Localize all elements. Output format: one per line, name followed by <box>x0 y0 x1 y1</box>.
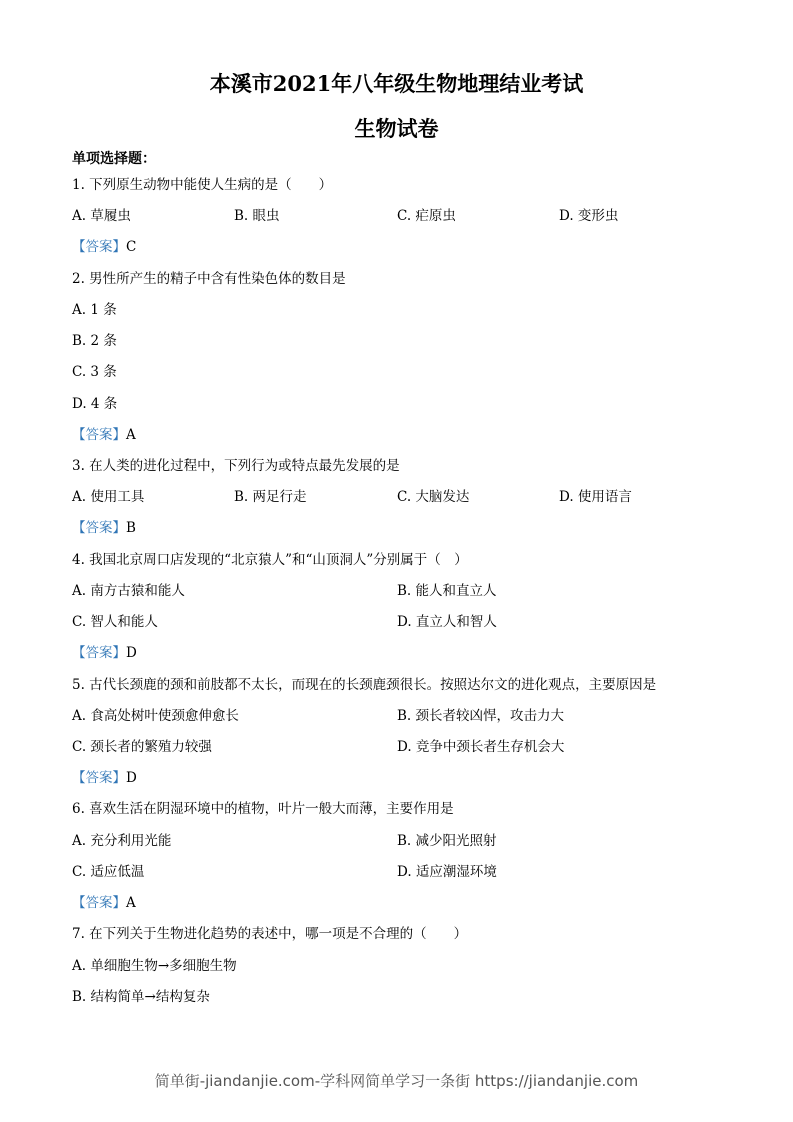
question-4-option-d: D. 直立人和智人 <box>397 614 497 630</box>
question-3-option-a: A. 使用工具 <box>72 489 145 505</box>
question-2-option-b: B. 2 条 <box>72 333 117 349</box>
answer-tag: 【答案】 <box>72 895 126 911</box>
question-2-option-c: C. 3 条 <box>72 364 117 380</box>
question-1-option-c: C. 疟原虫 <box>397 208 456 224</box>
question-7-stem: 7. 在下列关于生物进化趋势的表述中，哪一项是不合理的（ ） <box>72 926 468 942</box>
question-1-option-a: A. 草履虫 <box>72 208 131 224</box>
question-5-option-a: A. 食高处树叶使颈愈伸愈长 <box>72 708 239 724</box>
exam-title: 本溪市2021年八年级生物地理结业考试 <box>209 71 584 96</box>
answer-value: D <box>126 645 137 661</box>
question-3-option-d: D. 使用语言 <box>559 489 632 505</box>
question-2-stem: 2. 男性所产生的精子中含有性染色体的数目是 <box>72 271 346 287</box>
answer-value: B <box>126 520 136 536</box>
question-1-option-d: D. 变形虫 <box>559 208 619 224</box>
question-5-option-c: C. 颈长者的繁殖力较强 <box>72 739 212 755</box>
question-5-option-d: D. 竞争中颈长者生存机会大 <box>397 739 565 755</box>
question-4-option-c: C. 智人和能人 <box>72 614 158 630</box>
answer-tag: 【答案】 <box>72 645 126 661</box>
question-6-option-b: B. 减少阳光照射 <box>397 833 497 849</box>
question-1-stem: 1. 下列原生动物中能使人生病的是（ ） <box>72 177 333 193</box>
answer-value: D <box>126 770 137 786</box>
page-footer: 简单街-jiandanjie.com-学科网简单学习一条街 https://jiandanjie.com <box>154 1072 639 1090</box>
question-5-answer <box>72 769 137 787</box>
question-6-answer <box>72 894 136 912</box>
question-4-stem: 4. 我国北京周口店发现的“北京猿人”和“山顶洞人”分别属于（ ） <box>72 552 468 568</box>
question-5-stem: 5. 古代长颈鹿的颈和前肢都不太长，而现在的长颈鹿颈很长。按照达尔文的进化观点，主要原因是 <box>72 677 657 693</box>
question-6-option-c: C. 适应低温 <box>72 864 145 880</box>
question-4-option-a: A. 南方古猿和能人 <box>72 583 185 599</box>
answer-value: A <box>126 427 136 443</box>
question-6-option-d: D. 适应潮湿环境 <box>397 864 497 880</box>
question-3-option-b: B. 两足行走 <box>234 489 307 505</box>
answer-value: A <box>126 895 136 911</box>
answer-tag: 【答案】 <box>72 239 126 255</box>
question-3-stem: 3. 在人类的进化过程中，下列行为或特点最先发展的是 <box>72 458 400 474</box>
question-1-option-b: B. 眼虫 <box>234 208 280 224</box>
answer-value: C <box>126 239 137 255</box>
question-3-answer <box>72 519 136 537</box>
question-1-answer <box>72 238 136 256</box>
answer-tag: 【答案】 <box>72 770 126 786</box>
question-2-option-d: D. 4 条 <box>72 396 118 412</box>
question-2-answer <box>72 426 136 444</box>
question-4-option-b: B. 能人和直立人 <box>397 583 497 599</box>
exam-subtitle: 生物试卷 <box>354 116 439 141</box>
question-7-option-b: B. 结构简单→结构复杂 <box>72 989 210 1005</box>
question-2-option-a: A. 1 条 <box>72 302 117 318</box>
question-5-option-b: B. 颈长者较凶悍，攻击力大 <box>397 708 565 724</box>
question-3-option-c: C. 大脑发达 <box>397 489 470 505</box>
question-4-answer <box>72 644 137 662</box>
question-7-option-a: A. 单细胞生物→多细胞生物 <box>72 958 237 974</box>
answer-tag: 【答案】 <box>72 427 126 443</box>
question-6-option-a: A. 充分利用光能 <box>72 833 172 849</box>
section-heading: 单项选择题： <box>72 151 156 167</box>
question-6-stem: 6. 喜欢生活在阴湿环境中的植物，叶片一般大而薄，主要作用是 <box>72 801 454 817</box>
answer-tag: 【答案】 <box>72 520 126 536</box>
